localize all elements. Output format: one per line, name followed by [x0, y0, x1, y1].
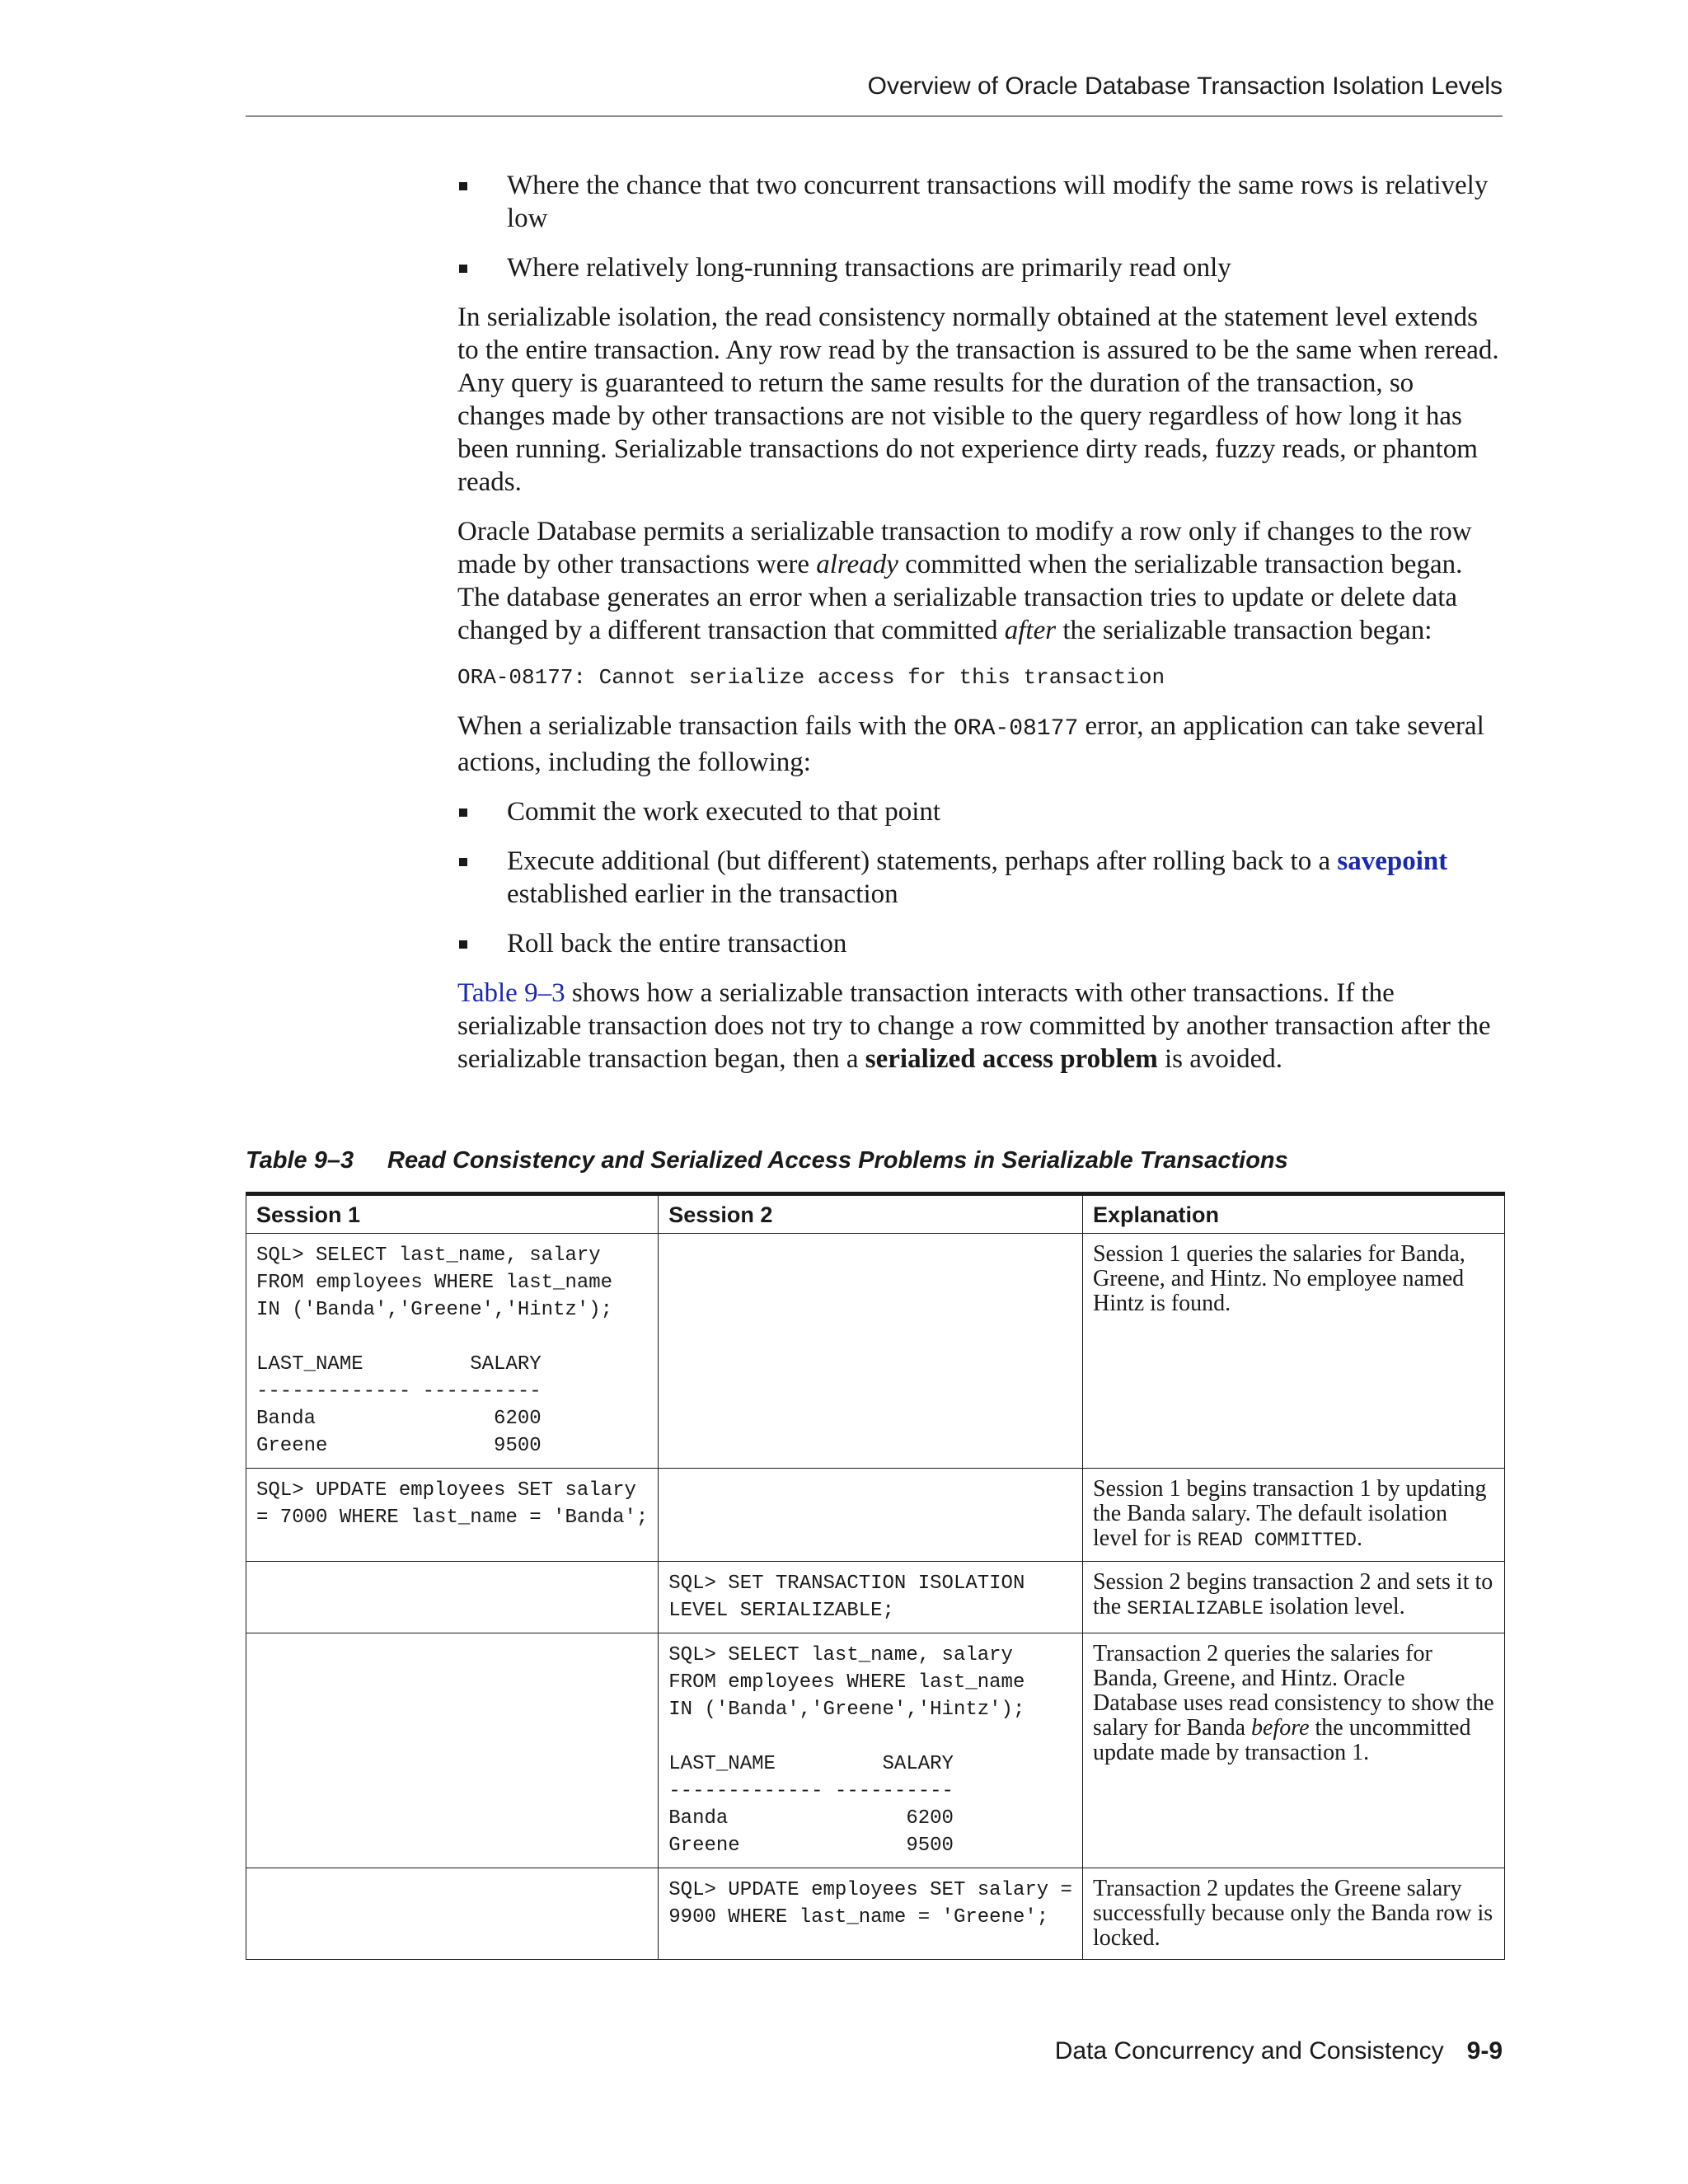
conditions-list	[457, 169, 1504, 284]
emphasis-before: before	[1251, 1715, 1310, 1741]
page-footer	[1055, 2037, 1503, 2065]
inline-code-serializable: SERIALIZABLE	[1127, 1598, 1264, 1619]
inline-code-error: ORA-08177	[954, 716, 1079, 742]
page-number: 9-9	[1466, 2037, 1503, 2064]
table-reference-link[interactable]: Table 9–3	[457, 978, 565, 1008]
error-code-block: ORA-08177: Cannot serialize access for this transaction	[457, 665, 1165, 690]
table-row	[246, 1633, 1505, 1868]
explanation-cell: Session 1 queries the salaries for Banda, Greene, and Hintz. No employee named Hintz is found.	[1082, 1234, 1504, 1469]
body-text	[457, 169, 1504, 1092]
bold-serialized-access-problem: serialized access problem	[865, 1044, 1158, 1074]
explanation-cell: Transaction 2 updates the Greene salary successfully because only the Banda row is locked.	[1082, 1868, 1504, 1960]
table-row	[246, 1868, 1505, 1960]
bullet-square-icon	[459, 265, 467, 273]
explanation-cell: Session 2 begins transaction 2 and sets it to the SERIALIZABLE isolation level.	[1082, 1562, 1504, 1633]
column-header-explanation: Explanation	[1082, 1194, 1504, 1234]
session2-cell: SQL> SELECT last_name, salary FROM employees WHERE last_name IN ('Banda','Greene','Hintz'); LAST_NAME SALARY ------------- ---------- Banda 6200 Greene 9500	[659, 1633, 1083, 1868]
paragraph-table-intro: Table 9–3 shows how a serializable transaction interacts with other transactions. If the serializable transaction does not try to change a row committed by another transaction after the serializable transaction began, then a serialized access problem is avoided.	[457, 978, 1491, 1074]
session1-cell: SQL> SELECT last_name, salary FROM employees WHERE last_name IN ('Banda','Greene','Hintz'); LAST_NAME SALARY ------------- ---------- Banda 6200 Greene 9500	[246, 1234, 659, 1469]
session2-cell	[659, 1469, 1083, 1562]
savepoint-link[interactable]: savepoint	[1337, 846, 1448, 876]
paragraph-serializable-isolation: In serializable isolation, the read consistency normally obtained at the statement level extends to the entire transaction. Any row read by the transaction is assured to be the same when reread. Any query is guaranteed to return the same results for the duration of the transaction, so changes made by other transactions are not visible to the query regardless of how long it has been running. Serializable transactions do not experience dirty reads, fuzzy reads, or phantom reads.	[457, 302, 1499, 497]
running-header: Overview of Oracle Database Transaction Isolation Levels	[246, 73, 1503, 117]
table-row	[246, 1562, 1505, 1633]
session2-cell	[659, 1234, 1083, 1469]
bullet-square-icon	[459, 182, 467, 190]
column-header-session1: Session 1	[246, 1194, 659, 1234]
emphasis-after: after	[1004, 616, 1057, 645]
bullet-square-icon	[459, 940, 467, 949]
paragraph-serializable-modify: Oracle Database permits a serializable transaction to modify a row only if changes to the row made by other transactions were already committed when the serializable transaction began. The database generates an error when a serializable transaction tries to update or delete data changed by a different transaction that committed after the serializable transaction began:	[457, 517, 1472, 645]
column-header-session2: Session 2	[659, 1194, 1083, 1234]
transactions-table	[246, 1192, 1505, 1960]
table-header-row	[246, 1194, 1505, 1234]
session2-cell: SQL> UPDATE employees SET salary = 9900 WHERE last_name = 'Greene';	[659, 1868, 1083, 1960]
table-caption-title: Read Consistency and Serialized Access Problems in Serializable Transactions	[387, 1147, 1288, 1174]
inline-code-read-committed: READ COMMITTED	[1197, 1530, 1357, 1551]
list-item: Roll back the entire transaction	[457, 927, 1504, 960]
table-caption-number: Table 9–3	[246, 1147, 354, 1174]
session1-cell: SQL> UPDATE employees SET salary = 7000 WHERE last_name = 'Banda';	[246, 1469, 659, 1562]
footer-chapter-title: Data Concurrency and Consistency	[1054, 2037, 1444, 2064]
emphasis-already: already	[816, 550, 898, 579]
table-caption	[246, 1147, 1288, 1174]
actions-list	[457, 795, 1504, 960]
list-item: Where the chance that two concurrent transactions will modify the same rows is relatively low	[457, 169, 1504, 235]
table-row	[246, 1469, 1505, 1562]
session1-cell	[246, 1633, 659, 1868]
list-item: Execute additional (but different) statements, perhaps after rolling back to a savepoint established earlier in the transaction	[457, 845, 1504, 911]
session1-cell	[246, 1562, 659, 1633]
explanation-cell: Session 1 begins transaction 1 by updating the Banda salary. The default isolation level for is READ COMMITTED.	[1082, 1469, 1504, 1562]
list-item: Where relatively long-running transactions are primarily read only	[457, 251, 1504, 284]
session1-cell	[246, 1868, 659, 1960]
bullet-square-icon	[459, 858, 467, 866]
table-row	[246, 1234, 1505, 1469]
explanation-cell: Transaction 2 queries the salaries for Banda, Greene, and Hintz. Oracle Database uses read consistency to show the salary for Banda before the uncommitted update made by transaction 1.	[1082, 1633, 1504, 1868]
paragraph-error-actions: When a serializable transaction fails with the ORA-08177 error, an application can take several actions, including the following:	[457, 711, 1484, 777]
bullet-square-icon	[459, 808, 467, 817]
session2-cell: SQL> SET TRANSACTION ISOLATION LEVEL SERIALIZABLE;	[659, 1562, 1083, 1633]
list-item: Commit the work executed to that point	[457, 795, 1504, 828]
